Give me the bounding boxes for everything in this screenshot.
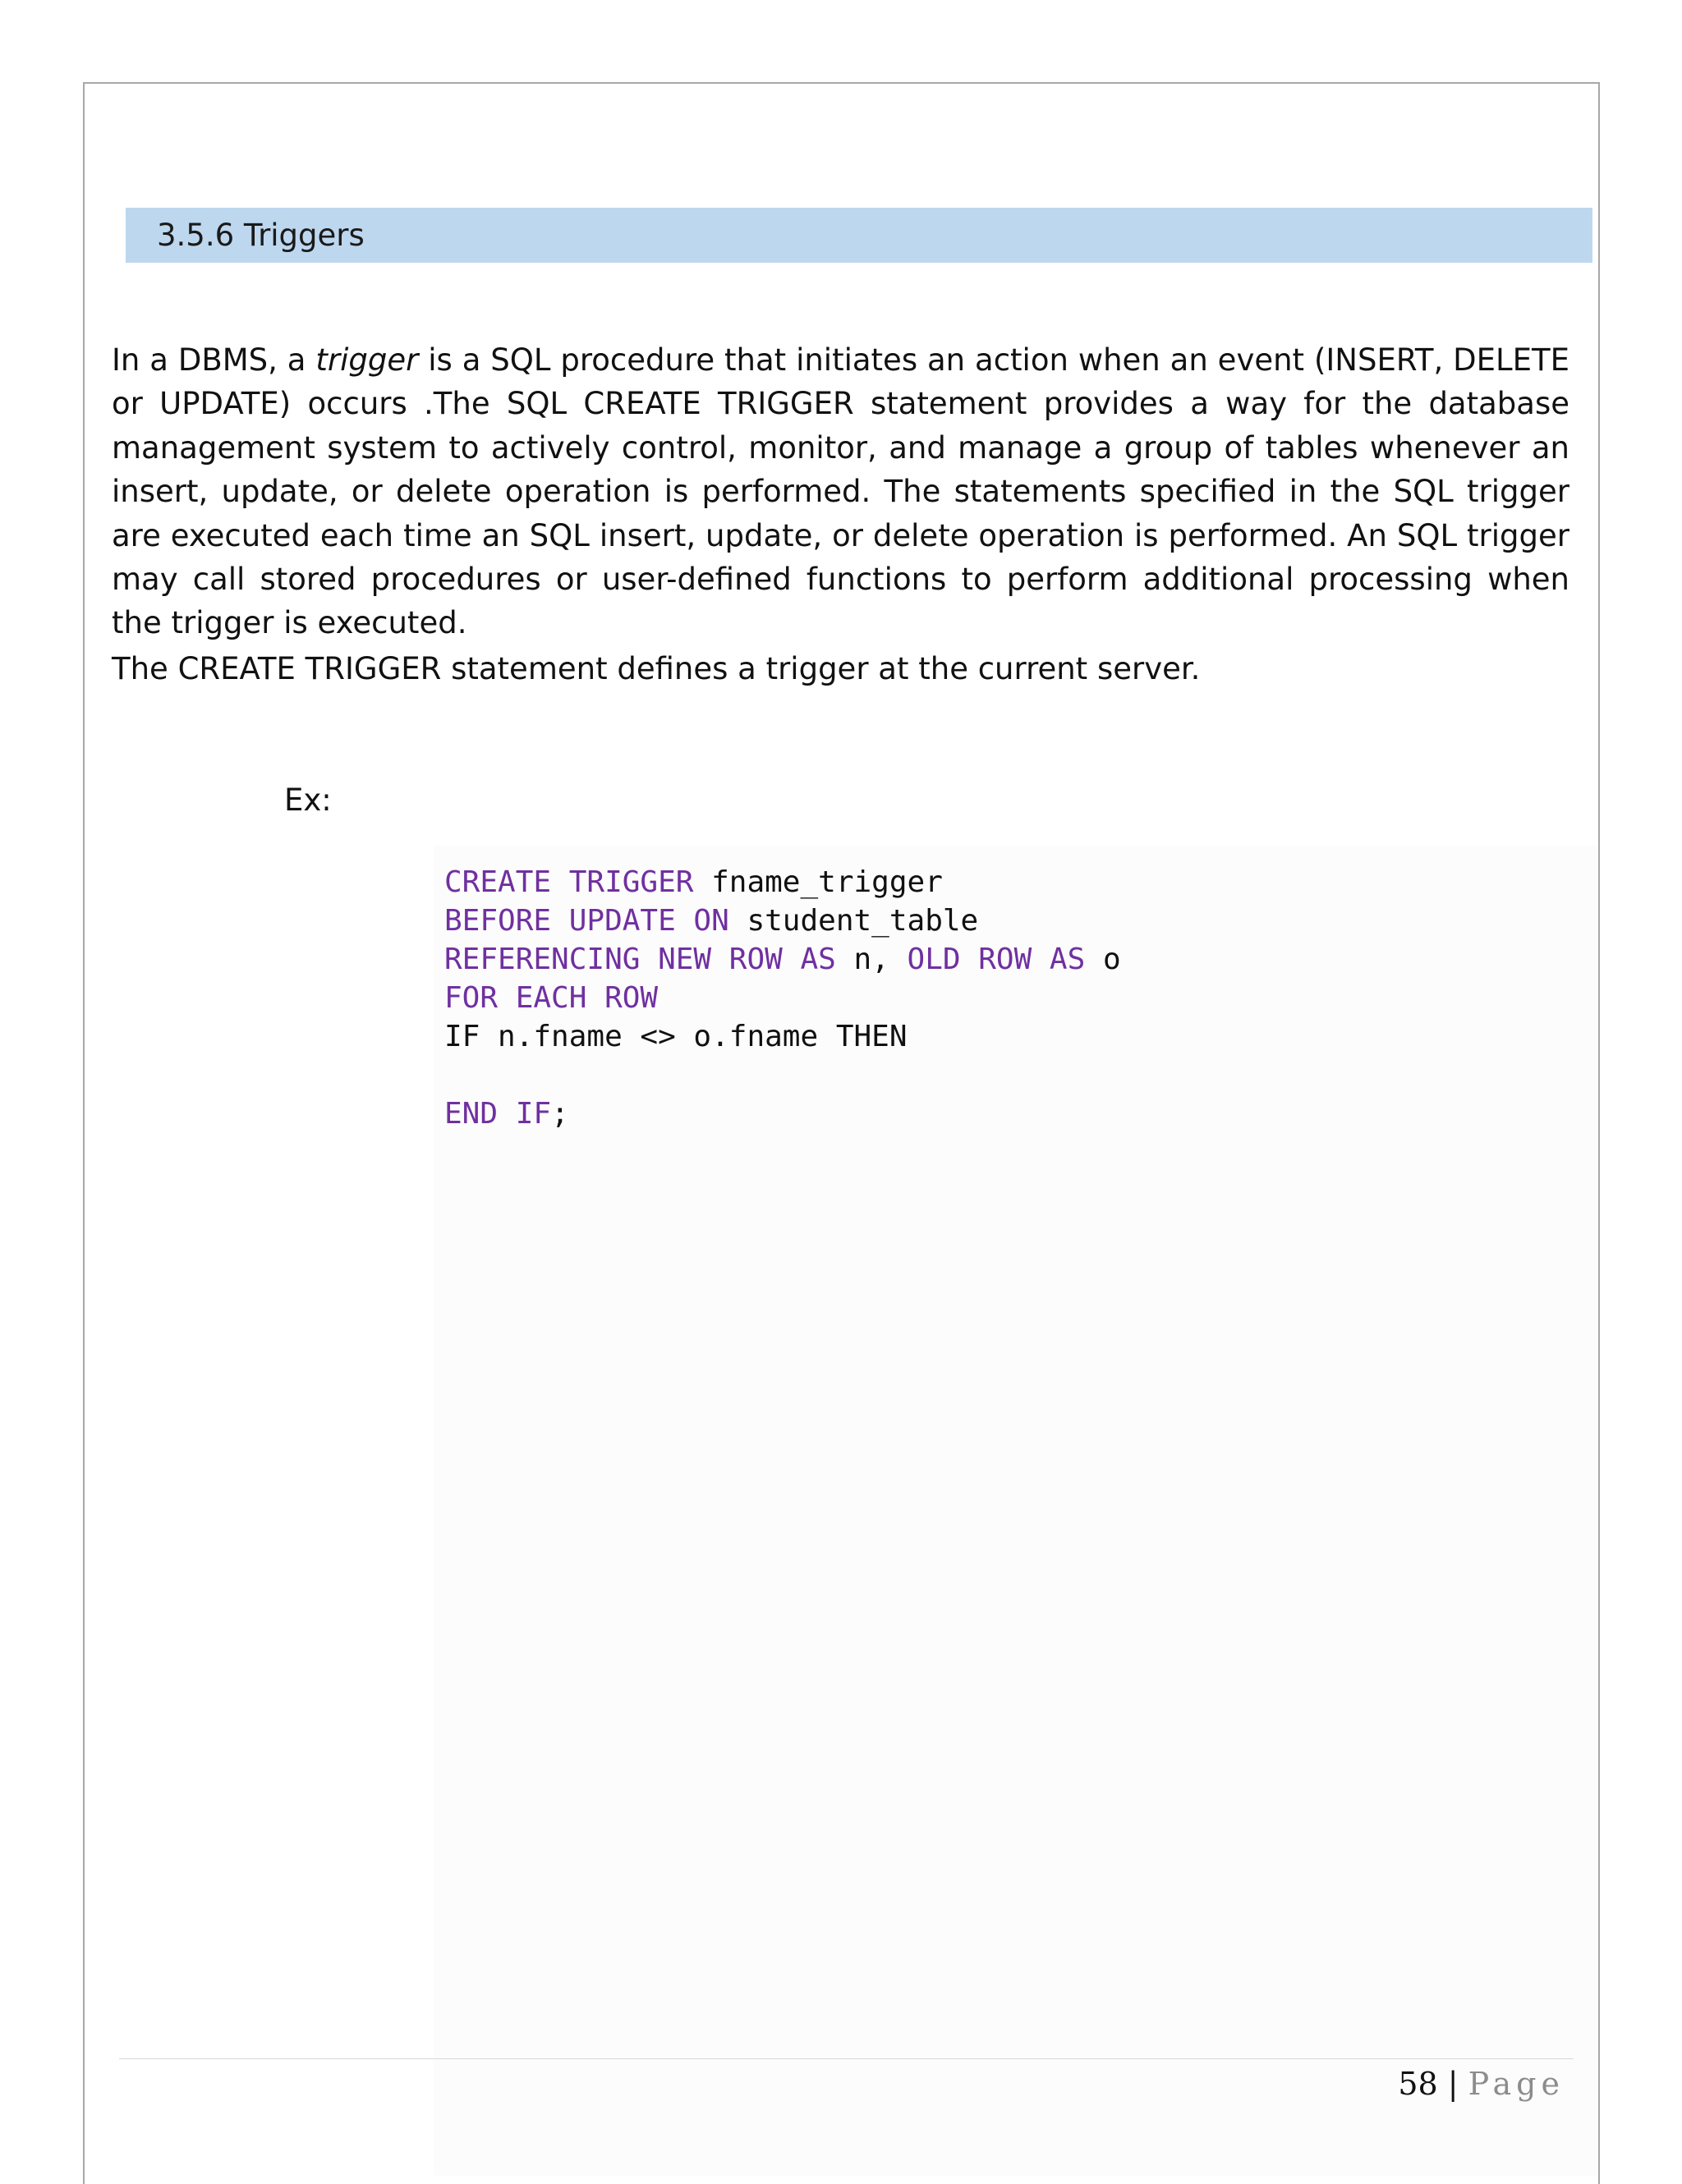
code-token: ; bbox=[551, 1097, 569, 1131]
code-line bbox=[444, 979, 1121, 1017]
intro-body: is a SQL procedure that initiates an action when an event (INSERT, DELETE or UPDATE) occurs .The SQL CREATE TRIGGER statement provides a way for the database management system to actively control, monitor, and manage a group of tables whenever an insert, update, or delete operation is performed. The statements specified in the SQL trigger are executed each time an SQL insert, update, or delete operation is performed. An SQL trigger may call stored procedures or user-defined functions to perform additional processing when the trigger is executed. bbox=[112, 342, 1569, 641]
code-token: fname_trigger bbox=[693, 865, 943, 899]
code-line bbox=[444, 1056, 1121, 1094]
code-keyword: BEFORE UPDATE ON bbox=[444, 904, 729, 938]
code-token: o bbox=[1085, 943, 1121, 976]
code-token: student_table bbox=[728, 904, 979, 938]
page-word: Page bbox=[1468, 2066, 1565, 2102]
code-token: n, bbox=[835, 943, 908, 976]
code-line bbox=[444, 940, 1121, 979]
code-keyword: END IF bbox=[444, 1097, 552, 1131]
code-keyword: CREATE TRIGGER bbox=[444, 865, 694, 899]
example-label: Ex: bbox=[284, 782, 332, 818]
page-separator: | bbox=[1437, 2066, 1468, 2102]
code-line bbox=[444, 1094, 1121, 1133]
definition-paragraph: The CREATE TRIGGER statement defines a trigger at the current server. bbox=[112, 651, 1201, 686]
code-block bbox=[444, 863, 1121, 1133]
section-heading: 3.5.6 Triggers bbox=[157, 218, 365, 253]
code-line bbox=[444, 1017, 1121, 1056]
code-token: IF n.fname <> o.fname THEN bbox=[444, 1020, 908, 1053]
intro-prefix: In a DBMS, a bbox=[112, 342, 316, 378]
trigger-term: trigger bbox=[315, 342, 419, 378]
footer-divider bbox=[119, 2058, 1574, 2059]
code-keyword: OLD ROW AS bbox=[907, 943, 1086, 976]
code-line bbox=[444, 863, 1121, 902]
page-footer bbox=[1398, 2063, 1565, 2104]
code-keyword: REFERENCING NEW ROW AS bbox=[444, 943, 836, 976]
intro-paragraph bbox=[112, 338, 1569, 645]
code-keyword: FOR EACH ROW bbox=[444, 981, 659, 1015]
page-number: 58 bbox=[1398, 2066, 1438, 2102]
section-heading-bar bbox=[126, 208, 1592, 263]
code-line bbox=[444, 902, 1121, 940]
